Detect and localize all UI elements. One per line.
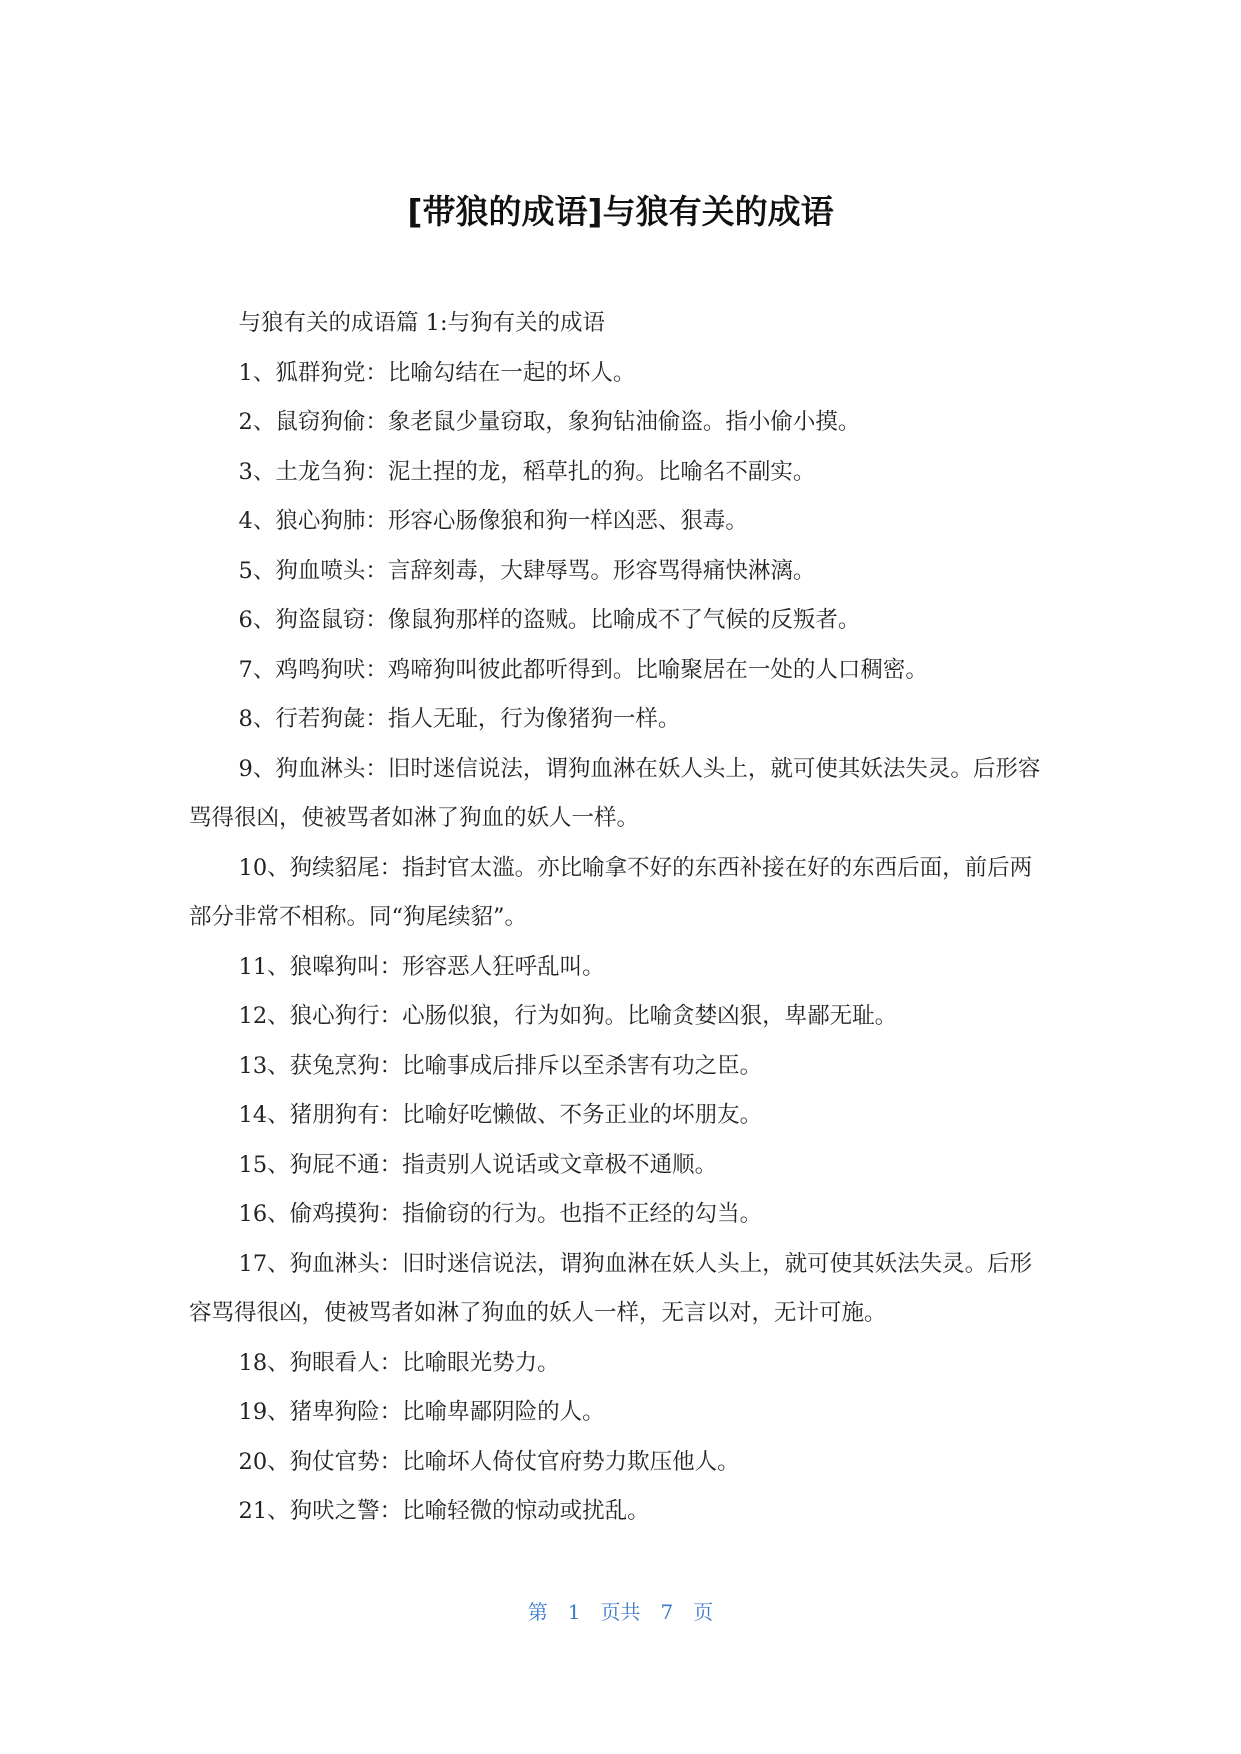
- idiom-item-15: 15、狗屁不通：指责别人说话或文章极不通顺。: [238, 1151, 718, 1178]
- idiom-item-20: 20、狗仗官势：比喻坏人倚仗官府势力欺压他人。: [238, 1448, 740, 1475]
- idiom-item-3: 3、土龙刍狗：泥土捏的龙，稻草扎的狗。比喻名不副实。: [238, 458, 816, 485]
- footer-suffix: 页: [693, 1600, 714, 1624]
- idiom-item-16: 16、偷鸡摸狗：指偷窃的行为。也指不正经的勾当。: [238, 1201, 763, 1227]
- idiom-item-13: 13、获兔烹狗：比喻事成后排斥以至杀害有功之臣。: [238, 1052, 763, 1079]
- document-body: [189, 299, 1051, 1537]
- document-title: [带狼的成语]与狼有关的成语: [407, 192, 834, 231]
- idiom-item-5: 5、狗血喷头：言辞刻毒，大肆辱骂。形容骂得痛快淋漓。: [238, 557, 816, 584]
- idiom-item-14: 14、猪朋狗有：比喻好吃懒做、不务正业的坏朋友。: [238, 1102, 763, 1128]
- footer-prefix: 第: [527, 1600, 548, 1624]
- idiom-item-19: 19、猪卑狗险：比喻卑鄙阴险的人。: [238, 1399, 605, 1425]
- idiom-item-9: 9、狗血淋头：旧时迷信说法，谓狗血淋在妖人头上，就可使其妖法失灵。后形容骂得很凶，使被骂者如淋了狗血的妖人一样。: [189, 755, 1041, 831]
- idiom-item-7: 7、鸡鸣狗吠：鸡啼狗叫彼此都听得到。比喻聚居在一处的人口稠密。: [238, 656, 928, 683]
- idiom-item-10: 10、狗续貂尾：指封官太滥。亦比喻拿不好的东西补接在好的东西后面，前后两部分非常不相称。同“狗尾续貂”。: [189, 854, 1033, 930]
- idiom-item-12: 12、狼心狗行：心肠似狼，行为如狗。比喻贪婪凶狠，卑鄙无耻。: [238, 1003, 898, 1029]
- idiom-item-6: 6、狗盗鼠窃：像鼠狗那样的盗贼。比喻成不了气候的反叛者。: [238, 607, 861, 633]
- idiom-item-21: 21、狗吠之警：比喻轻微的惊动或扰乱。: [238, 1498, 650, 1524]
- footer-page-number: 1: [567, 1600, 581, 1624]
- idiom-item-8: 8、行若狗彘：指人无耻，行为像猪狗一样。: [238, 706, 681, 732]
- idiom-item-4: 4、狼心狗肺：形容心肠像狼和狗一样凶恶、狠毒。: [238, 508, 748, 534]
- idiom-item-2: 2、鼠窃狗偷：象老鼠少量窃取，象狗钻油偷盗。指小偷小摸。: [238, 409, 861, 435]
- footer-middle: 页共: [600, 1600, 641, 1624]
- idiom-item-17: 17、狗血淋头：旧时迷信说法，谓狗血淋在妖人头上，就可使其妖法失灵。后形容骂得很凶，使被骂者如淋了狗血的妖人一样，无言以对，无计可施。: [189, 1250, 1033, 1326]
- intro-paragraph: 与狼有关的成语篇 1:与狗有关的成语: [238, 310, 606, 336]
- footer-total-pages: 7: [660, 1600, 674, 1624]
- idiom-item-11: 11、狼嗥狗叫：形容恶人狂呼乱叫。: [238, 953, 605, 980]
- page-footer: [0, 1598, 1241, 1626]
- idiom-item-18: 18、狗眼看人：比喻眼光势力。: [238, 1349, 560, 1376]
- idiom-item-1: 1、狐群狗党：比喻勾结在一起的坏人。: [238, 359, 636, 386]
